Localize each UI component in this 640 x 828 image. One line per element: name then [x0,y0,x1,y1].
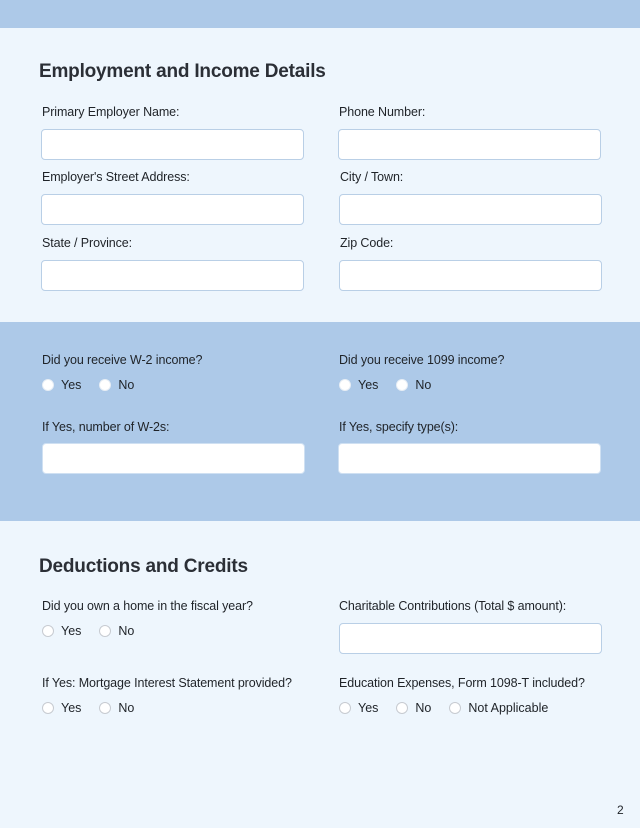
state-province-input[interactable] [41,260,304,291]
w2-radio-group [42,377,152,393]
mortgage-option-yes[interactable] [42,701,81,715]
radio-circle-icon[interactable] [449,702,461,714]
radio-circle-icon[interactable] [339,702,351,714]
radio-label: Yes [358,701,379,715]
w2-option-yes[interactable] [42,378,81,392]
section-title-deductions: Deductions and Credits [39,556,248,577]
mortgage-option-no[interactable] [99,701,134,715]
income-types-input[interactable] [338,443,601,474]
radio-label: Yes [61,378,82,392]
education-option-not-applicable[interactable] [449,701,548,715]
radio-label: Yes [358,378,379,392]
label-zip-code: Zip Code: [340,236,394,250]
radio-label: No [118,624,135,638]
w2-count-input[interactable] [42,443,305,474]
radio-label: No [415,701,432,715]
w2-question-label: Did you receive W-2 income? [42,353,203,367]
radio-label: Not Applicable [468,701,549,715]
radio-label: No [118,378,135,392]
radio-circle-icon[interactable] [396,702,408,714]
radio-circle-icon[interactable] [396,379,408,391]
zip-code-input[interactable] [339,260,602,291]
radio-circle-icon[interactable] [99,625,111,637]
label-phone-number: Phone Number: [339,105,426,119]
label-city-town: City / Town: [340,170,404,184]
radio-label: Yes [61,701,82,715]
radio-circle-icon[interactable] [42,625,54,637]
home-question-label: Did you own a home in the fiscal year? [42,599,253,613]
label-primary-employer: Primary Employer Name: [42,105,180,119]
radio-circle-icon[interactable] [99,379,111,391]
radio-circle-icon[interactable] [42,379,54,391]
label-w2-count: If Yes, number of W-2s: [42,420,170,434]
radio-label: No [118,701,135,715]
radio-circle-icon[interactable] [99,702,111,714]
mortgage-question-label: If Yes: Mortgage Interest Statement provided? [42,676,292,690]
education-radio-group [339,700,566,716]
label-state-province: State / Province: [42,236,133,250]
education-option-yes[interactable] [339,701,378,715]
q1099-radio-group [339,377,449,393]
education-question-label: Education Expenses, Form 1098-T included? [339,676,585,690]
home-option-no[interactable] [99,624,134,638]
radio-label: No [415,378,432,392]
phone-number-input[interactable] [338,129,601,160]
page-number: 2 [617,803,624,817]
section-title-employment: Employment and Income Details [39,61,326,82]
charitable-contributions-input[interactable] [339,623,602,654]
mortgage-radio-group [42,700,152,716]
q1099-option-no[interactable] [396,378,431,392]
home-option-yes[interactable] [42,624,81,638]
radio-circle-icon[interactable] [42,702,54,714]
top-band [0,0,640,28]
radio-circle-icon[interactable] [339,379,351,391]
label-street-address: Employer's Street Address: [42,170,190,184]
q1099-question-label: Did you receive 1099 income? [339,353,505,367]
label-charitable-contributions: Charitable Contributions (Total $ amount): [339,599,567,613]
home-radio-group [42,623,152,639]
w2-option-no[interactable] [99,378,134,392]
primary-employer-input[interactable] [41,129,304,160]
street-address-input[interactable] [41,194,304,225]
label-1099-types: If Yes, specify type(s): [339,420,459,434]
city-town-input[interactable] [339,194,602,225]
education-option-no[interactable] [396,701,431,715]
radio-label: Yes [61,624,82,638]
q1099-option-yes[interactable] [339,378,378,392]
